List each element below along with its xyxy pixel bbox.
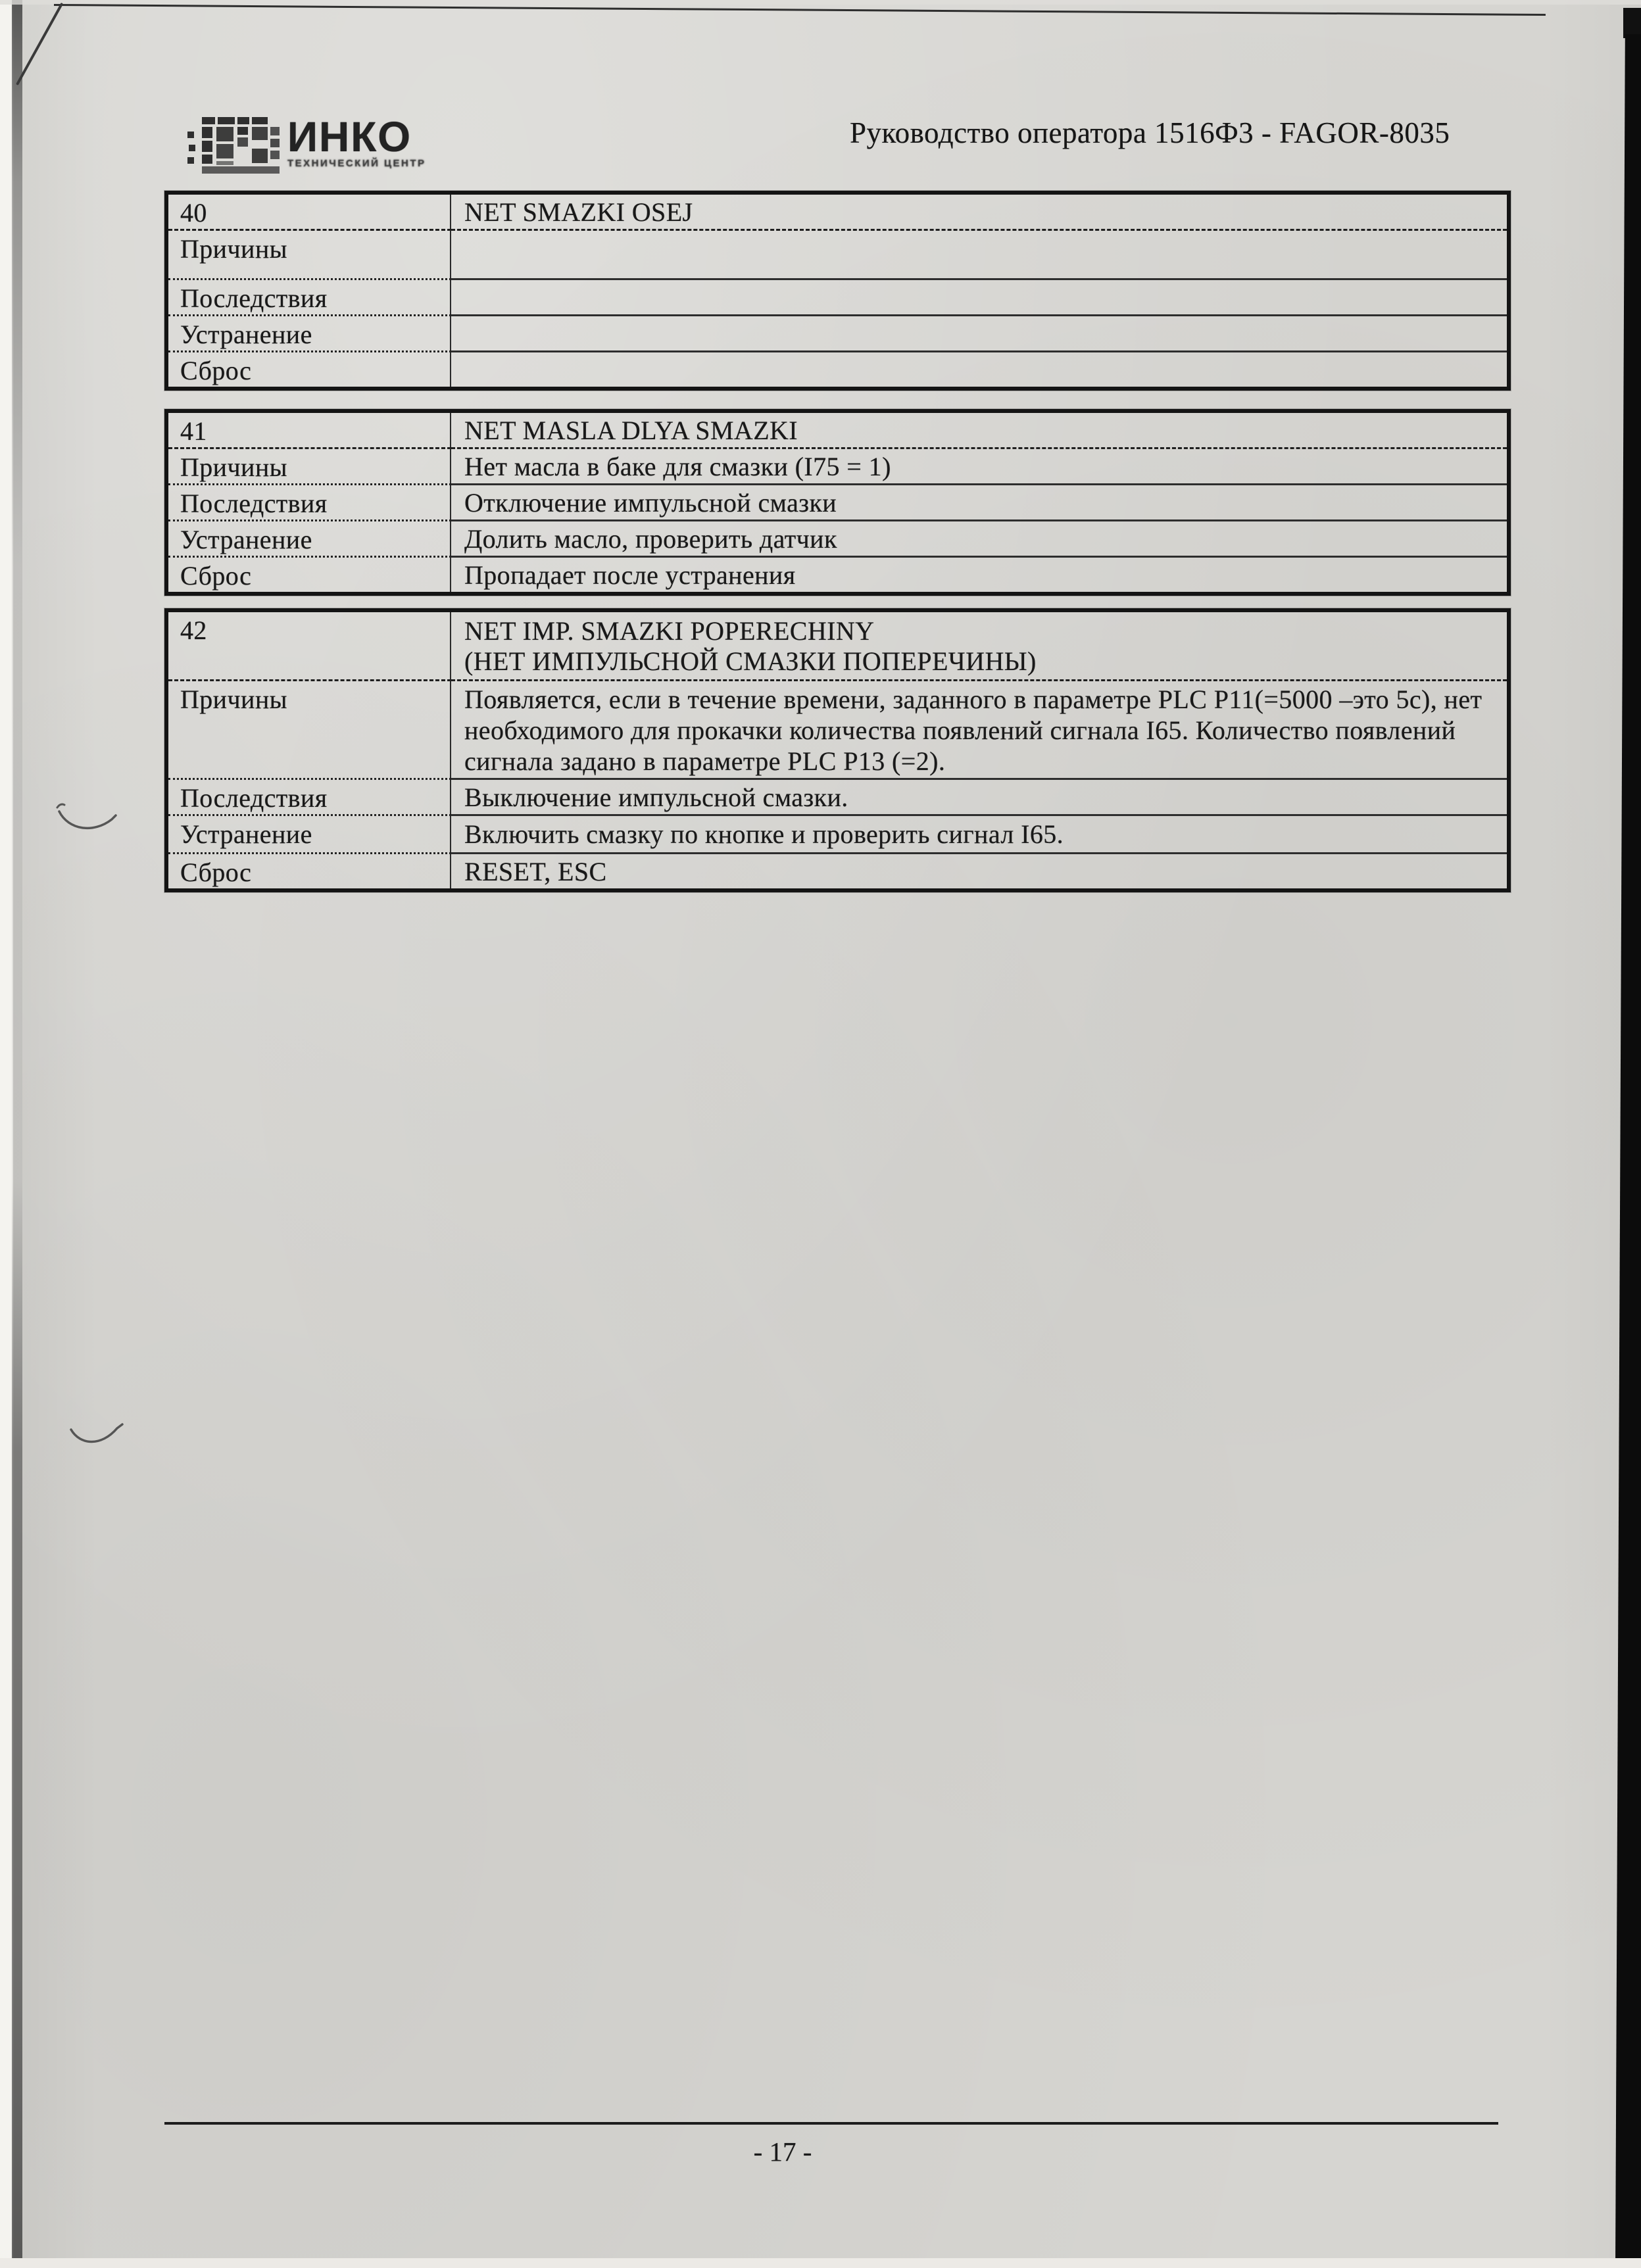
page-number: - 17 - <box>753 2136 812 2167</box>
table-row <box>168 483 1507 519</box>
row-value: Появляется, если в течение времени, заданного в параметре PLC P11(=5000 –это 5с), нет необходимого для прокачки количества появлений сигнала I65. Количество появлений сигнала задано в параметре PLC P13 (=2). <box>451 679 1507 778</box>
row-value <box>451 278 1507 314</box>
row-value: Выключение импульсной смазки. <box>451 778 1507 814</box>
row-label: Устранение <box>168 314 451 350</box>
error-title: NET SMAZKI OSEJ <box>464 197 693 227</box>
table-row <box>168 852 1507 888</box>
error-table-41 <box>164 409 1511 596</box>
row-value: Пропадает после устранения <box>451 556 1507 592</box>
document-title: Руководство оператора 1516Ф3 - FAGOR-8035 <box>850 116 1450 149</box>
footer-rule <box>164 2122 1498 2125</box>
scan-top-page-edge <box>54 4 1546 16</box>
scan-top-background <box>0 0 1641 5</box>
row-label: Сброс <box>168 852 451 888</box>
row-label: Последствия <box>168 483 451 519</box>
row-value: Долить масло, проверить датчик <box>451 519 1507 556</box>
error-code: 42 <box>168 612 451 679</box>
table-row <box>168 778 1507 814</box>
scan-bottom-page-edge <box>0 2258 1641 2268</box>
scan-left-margin <box>0 0 13 2268</box>
error-title: NET MASLA DLYA SMAZKI <box>464 416 798 445</box>
table-row <box>168 195 1507 229</box>
logo-text: ИНКО <box>287 113 412 160</box>
error-table-40 <box>164 191 1511 391</box>
inko-logo <box>187 113 426 180</box>
table-row <box>168 519 1507 556</box>
row-label: Сброс <box>168 556 451 592</box>
row-label: Причины <box>168 679 451 778</box>
row-value <box>451 350 1507 387</box>
row-label: Сброс <box>168 350 451 387</box>
pen-mark-icon <box>70 1419 129 1452</box>
scan-right-edge-notch <box>1623 8 1641 38</box>
inko-logo-icon <box>187 117 281 180</box>
row-label: Устранение <box>168 519 451 556</box>
logo-subtext: ТЕХНИЧЕСКИЙ ЦЕНТР <box>287 158 426 169</box>
table-row <box>168 278 1507 314</box>
row-value: Отключение импульсной смазки <box>451 483 1507 519</box>
pen-mark-icon <box>55 802 121 838</box>
row-label: Устранение <box>168 814 451 852</box>
row-label: Причины <box>168 229 451 278</box>
error-code: 40 <box>168 195 451 229</box>
row-value <box>451 229 1507 278</box>
row-value: Включить смазку по кнопке и проверить сигнал I65. <box>451 814 1507 852</box>
table-row <box>168 814 1507 852</box>
row-value: Нет масла в баке для смазки (I75 = 1) <box>451 447 1507 483</box>
row-label: Причины <box>168 447 451 483</box>
error-code: 41 <box>168 413 451 447</box>
row-value <box>451 314 1507 350</box>
row-value: RESET, ESC <box>451 852 1507 888</box>
table-row <box>168 413 1507 447</box>
table-row <box>168 679 1507 778</box>
table-row <box>168 350 1507 387</box>
error-table-42 <box>164 608 1511 892</box>
table-row <box>168 447 1507 483</box>
table-row <box>168 556 1507 592</box>
table-row <box>168 612 1507 679</box>
row-label: Последствия <box>168 778 451 814</box>
scan-left-edge-shadow <box>12 0 22 2268</box>
row-label: Последствия <box>168 278 451 314</box>
scan-right-edge-shadow <box>1615 34 1641 2268</box>
error-title: NET IMP. SMAZKI POPERECHINY (НЕТ ИМПУЛЬСНОЙ СМАЗКИ ПОПЕРЕЧИНЫ) <box>464 616 1037 676</box>
table-row <box>168 229 1507 278</box>
scan-folded-corner-line <box>16 3 63 85</box>
table-row <box>168 314 1507 350</box>
